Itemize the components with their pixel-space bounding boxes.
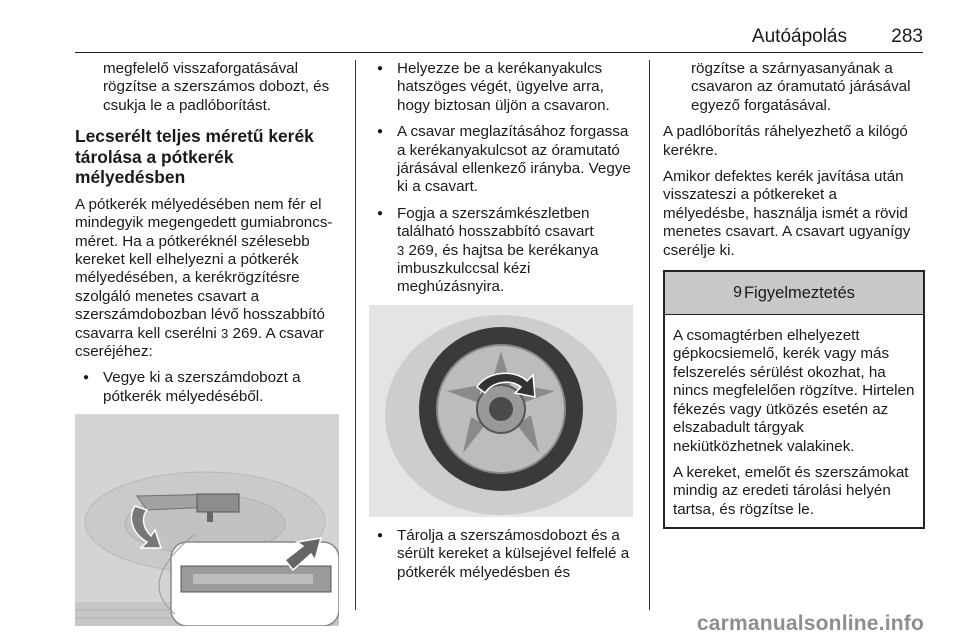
paragraph: A padlóborítás ráhelyezhető a kilógó kerékre. <box>663 123 908 159</box>
paragraph: Amikor defektes kerék javítása után visszateszi a pótkereket a mélyedésbe, használja ismét a rövid menetes csavart. A csavart ugyanígy cserélje ki. <box>663 168 911 259</box>
chapter-title: Autóápolás <box>751 26 847 47</box>
warning-body <box>665 315 923 527</box>
bullet-item: ● Vegye ki a szerszámdobozt a pótkerék mélyedéséből. <box>75 369 343 406</box>
warning-triangle-icon: 9 <box>733 283 742 301</box>
bullet-ref-text: 269, és hajtsa be kerékanya imbuszkulccsal kézi meghúzásnyira. <box>397 241 599 296</box>
continued-text: megfelelő visszaforgatásával rögzítse a szerszámos dobozt, és csukja le a padlóborítást. <box>103 60 330 114</box>
spare-wheel-illustration <box>369 305 633 517</box>
bullet-item: ● Tárolja a szerszámosdobozt és a sérült kereket a külsejével felfelé a pótkerék mélyedésben és <box>369 527 633 582</box>
column-2 <box>369 60 633 582</box>
page-number: 283 <box>891 26 923 47</box>
warning-paragraph: A csomagtérben elhelyezett gépkocsiemelő, kerék vagy más felszerelés sérülést okozhat, ha nincs megfelelően rögzítve. Hirtelen fékezés vagy ütközés esetén az elszabadult tárgyak nekiütközhetnek valakinek. <box>673 327 915 455</box>
bullet-item: ● A csavar meglazításához forgassa a kerékanyakulcsot az óramutató járásával ellenkező irányba. Vegye ki a csavart. <box>369 123 633 197</box>
page-reference-icon: 3 <box>397 242 405 258</box>
continued-text: rögzítse a szárnyasanyának a csavaron az óramutató járásával egyező forgatásával. <box>691 60 911 114</box>
section-heading: Lecserélt teljes méretű kerék tárolása a pótkerék mélyedésben <box>75 126 314 188</box>
column-3 <box>663 60 925 529</box>
watermark: carmanualsonline.info <box>696 612 924 635</box>
warning-paragraph: A kereket, emelőt és szerszámokat mindig az eredeti tárolási helyén tartsa, és rögzítse le. <box>673 463 909 518</box>
toolbox-removal-illustration <box>75 414 339 626</box>
warning-header <box>665 272 923 315</box>
column-1 <box>75 60 343 636</box>
warning-title: Figyelmeztetés <box>743 283 855 302</box>
paragraph-text: A pótkerék mélyedésében nem fér el mindegyik megengedett gumiabroncs-méret. Ha a pótkeréknél szélesebb kereket kell elhelyezni a pótkerék mélyedésében, a kerékrögzítésre szolgáló menetes csavart a szerszámdobozban lévő hosszabbító csavarra kell cserélni <box>75 195 333 342</box>
header-rule <box>75 52 923 53</box>
paragraph <box>75 196 343 362</box>
page-reference-icon: 3 <box>221 325 229 341</box>
warning-box <box>663 270 925 529</box>
column-divider-2 <box>649 60 650 610</box>
bullet-item: ● Helyezze be a kerékanyakulcs hatszöges végét, ügyelve arra, hogy biztosan üljön a csavaron. <box>369 60 633 115</box>
column-divider-1 <box>355 60 356 610</box>
paragraph-ref-text: 269. A csavar cseréjéhez: <box>75 324 324 360</box>
page-header <box>75 20 923 50</box>
bullet-text: Fogja a szerszámkészletben található hosszabbító csavart <box>397 204 594 241</box>
bullet-item <box>369 205 633 297</box>
